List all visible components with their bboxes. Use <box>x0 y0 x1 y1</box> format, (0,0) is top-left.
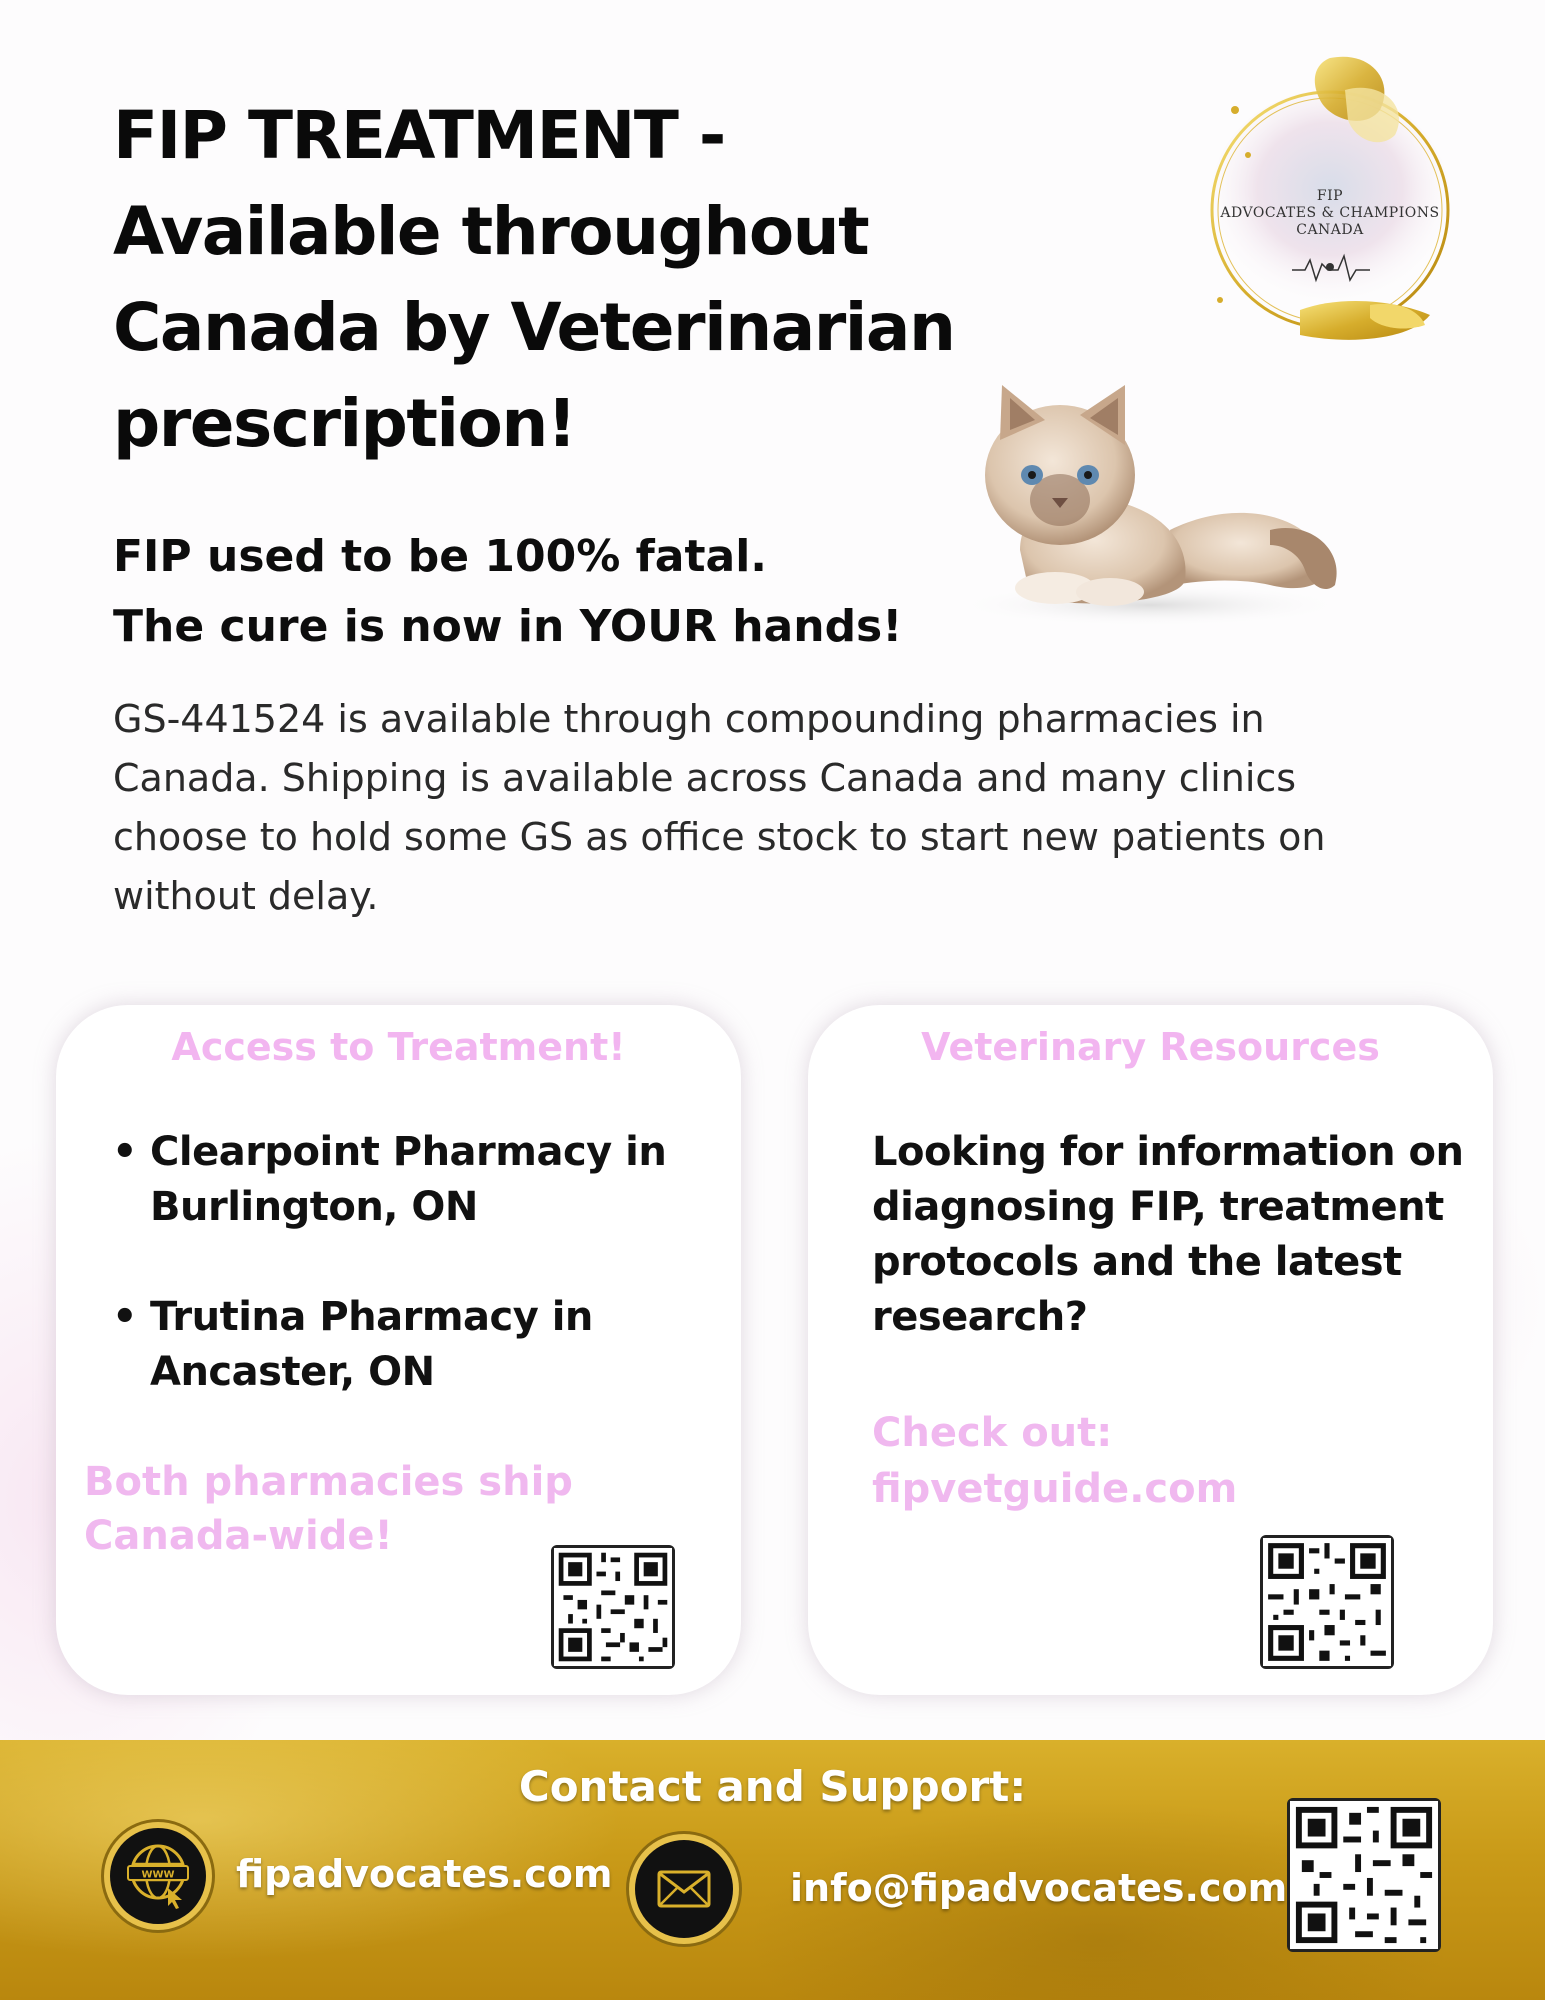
headline-line: prescription! <box>113 385 576 462</box>
website-link[interactable]: fipadvocates.com <box>236 1852 613 1896</box>
headline-line: FIP TREATMENT - <box>113 97 725 174</box>
list-item: • Trutina Pharmacy in Ancaster, ON <box>112 1290 712 1400</box>
tagline <box>113 522 902 662</box>
logo-text <box>1180 188 1480 239</box>
vet-resources-text: Looking for information on diagnosing FIP, treatment protocols and the latest research? <box>872 1129 1464 1340</box>
veterinary-resources-card <box>808 1005 1493 1695</box>
vet-guide-url[interactable]: fipvetguide.com <box>872 1466 1238 1512</box>
qr-code-vet-guide[interactable] <box>1260 1535 1394 1669</box>
vet-guide-link[interactable] <box>872 1405 1432 1517</box>
headline-line: Canada by Veterinarian <box>113 289 955 366</box>
card-title: Veterinary Resources <box>921 1025 1380 1069</box>
shipping-note: Both pharmacies ship Canada-wide! <box>84 1459 573 1559</box>
kitten-illustration <box>940 380 1360 630</box>
kitten-image <box>940 380 1360 630</box>
globe-icon[interactable] <box>110 1828 206 1924</box>
globe-icon-graphic <box>110 1828 206 1924</box>
logo-line: FIP <box>1316 188 1344 204</box>
email-link[interactable]: info@fipadvocates.com <box>790 1866 1288 1910</box>
logo-line: ADVOCATES & CHAMPIONS <box>1220 205 1440 221</box>
tagline-line-1: FIP used to be 100% fatal. <box>113 531 768 582</box>
qr-code-pharmacies[interactable] <box>551 1545 675 1669</box>
envelope-icon-graphic <box>635 1840 733 1938</box>
headline-line: Available throughout <box>113 193 869 270</box>
envelope-icon[interactable] <box>635 1840 733 1938</box>
fip-advocates-logo <box>1180 50 1480 360</box>
tagline-line-2: The cure is now in YOUR hands! <box>113 601 903 652</box>
globe-label: WWW <box>141 1869 175 1881</box>
check-out-label: Check out: <box>872 1410 1113 1456</box>
headline <box>113 88 1013 472</box>
card-title: Access to Treatment! <box>171 1025 626 1069</box>
intro-paragraph: GS-441524 is available through compounding pharmacies in Canada. Shipping is available across Canada and many clinics choose to hold some GS as office stock to start new patients on without delay. <box>113 697 1326 918</box>
pharmacy-list <box>112 1125 712 1455</box>
contact-footer <box>0 1740 1545 2000</box>
qr-code-graphic <box>554 1548 672 1666</box>
access-to-treatment-card <box>56 1005 741 1695</box>
logo-line: CANADA <box>1296 222 1364 238</box>
footer-title: Contact and Support: <box>518 1762 1027 1811</box>
list-item: • Clearpoint Pharmacy in Burlington, ON <box>112 1125 712 1235</box>
qr-code-graphic <box>1263 1538 1391 1666</box>
qr-code-graphic <box>1290 1801 1438 1949</box>
qr-code-contact[interactable] <box>1287 1798 1441 1952</box>
